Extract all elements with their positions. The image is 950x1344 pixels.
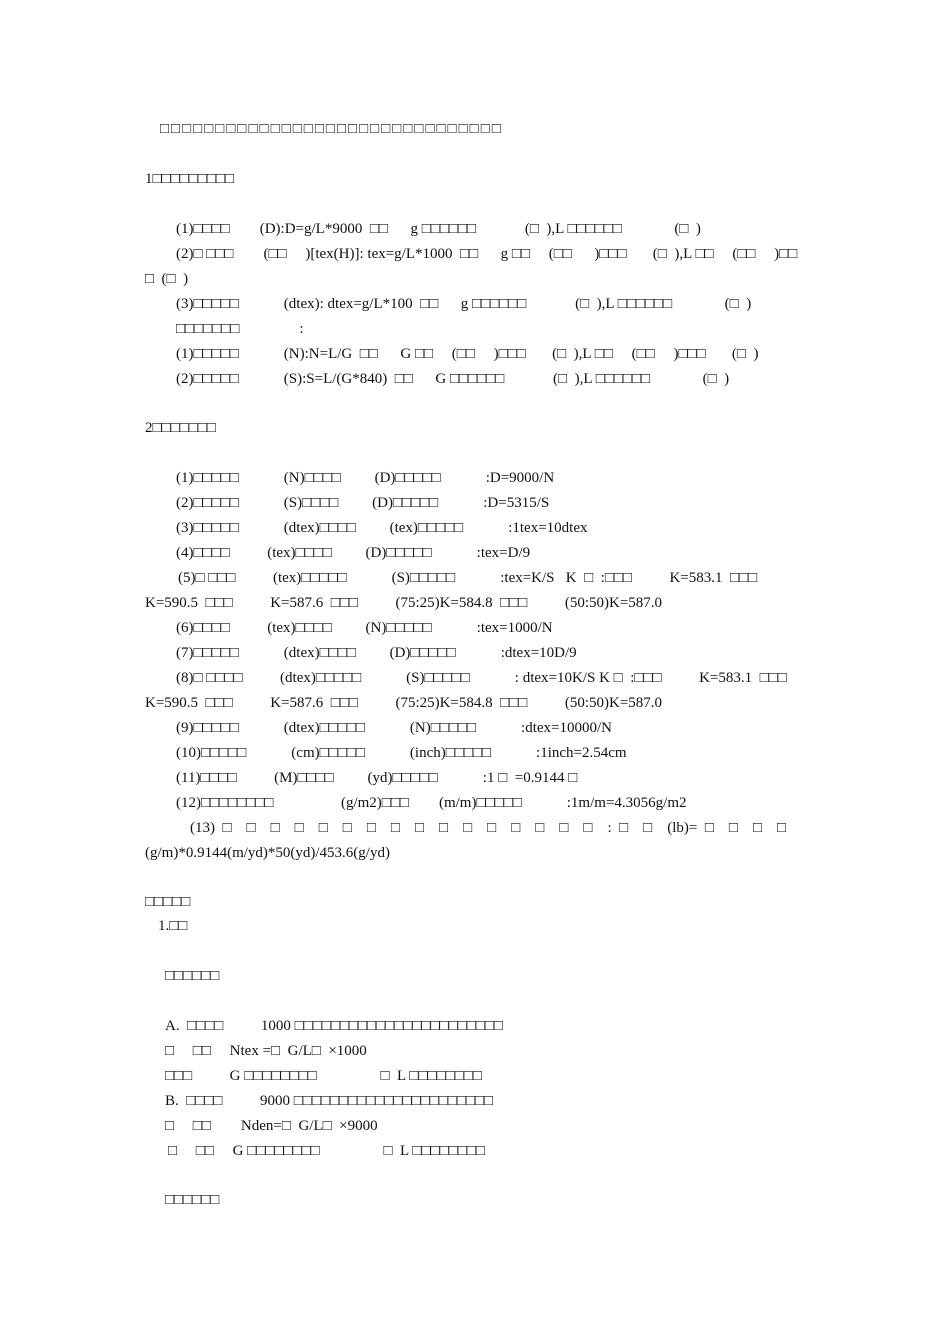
text-line: (9)□□□□□ (dtex)□□□□□ (N)□□□□□ :dtex=10000/N [176, 720, 612, 736]
text-line: (2)□ □□□ (□□ )[tex(H)]: tex=g/L*1000 □□ g □□ (□□ )□□□ (□ ),L □□ (□□ )□□ [176, 246, 798, 262]
subsection-heading: 1.□□ [158, 918, 188, 934]
text-line: □□□□□□ [165, 1192, 220, 1208]
section-heading: 2□□□□□□□ [145, 420, 216, 436]
text-line: □□□ G □□□□□□□□ □ L □□□□□□□□ [165, 1068, 482, 1084]
text-line: A. □□□□ 1000 □□□□□□□□□□□□□□□□□□□□□□□ [165, 1018, 503, 1034]
text-line: (g/m)*0.9144(m/yd)*50(yd)/453.6(g/yd) [145, 845, 390, 861]
text-line: (11)□□□□ (M)□□□□ (yd)□□□□□ :1 □ =0.9144 □ [176, 770, 578, 786]
text-line: (5)□ □□□ (tex)□□□□□ (S)□□□□□ :tex=K/S K □ :□□□ K=583.1 □□□ [178, 570, 758, 586]
text-line: (6)□□□□ (tex)□□□□ (N)□□□□□ :tex=1000/N [176, 620, 553, 636]
text-line: (4)□□□□ (tex)□□□□ (D)□□□□□ :tex=D/9 [176, 545, 531, 561]
text-line: (2)□□□□□ (S)□□□□ (D)□□□□□ :D=5315/S [176, 495, 550, 511]
text-line: □ (□ ) [145, 271, 189, 287]
text-line: (3)□□□□□ (dtex)□□□□ (tex)□□□□□ :1tex=10dtex [176, 520, 588, 536]
text-line: (2)□□□□□ (S):S=L/(G*840) □□ G □□□□□□ (□ ),L □□□□□□ (□ ) [176, 371, 730, 387]
doc-title: □□□□□□□□□□□□□□□□□□□□□□□□□□□□□□□ [160, 121, 503, 137]
text-line: (13) □ □ □ □ □ □ □ □ □ □ □ □ □ □ □ □ : □ □ (lb)= □ □ □ □ [190, 820, 787, 836]
text-line: □ □□ Nden=□ G/L□ ×9000 [165, 1118, 378, 1134]
text-line: □ □□ Ntex =□ G/L□ ×1000 [165, 1043, 367, 1059]
text-line: (8)□ □□□□ (dtex)□□□□□ (S)□□□□□ : dtex=10K/S K □ :□□□ K=583.1 □□□ [176, 670, 787, 686]
text-line: K=590.5 □□□ K=587.6 □□□ (75:25)K=584.8 □□□ (50:50)K=587.0 [145, 595, 663, 611]
text-line: □□□□□□ [165, 968, 220, 984]
text-line: (1)□□□□□ (N):N=L/G □□ G □□ (□□ )□□□ (□ ),L □□ (□□ )□□□ (□ ) [176, 346, 759, 362]
text-line: B. □□□□ 9000 □□□□□□□□□□□□□□□□□□□□□□ [165, 1093, 494, 1109]
text-line: (1)□□□□□ (N)□□□□ (D)□□□□□ :D=9000/N [176, 470, 555, 486]
text-line: (3)□□□□□ (dtex): dtex=g/L*100 □□ g □□□□□□ (□ ),L □□□□□□ (□ ) [176, 296, 752, 312]
text-line: □ □□ G □□□□□□□□ □ L □□□□□□□□ [168, 1143, 485, 1159]
text-line: (7)□□□□□ (dtex)□□□□ (D)□□□□□ :dtex=10D/9 [176, 645, 577, 661]
text-line: (10)□□□□□ (cm)□□□□□ (inch)□□□□□ :1inch=2.54cm [176, 745, 627, 761]
text-line: □□□□□□□ : [176, 321, 304, 337]
section-heading: 1□□□□□□□□□ [145, 171, 235, 187]
section-heading: □□□□□ [145, 894, 191, 910]
text-line: K=590.5 □□□ K=587.6 □□□ (75:25)K=584.8 □□□ (50:50)K=587.0 [145, 695, 663, 711]
text-line: (12)□□□□□□□□ (g/m2)□□□ (m/m)□□□□□ :1m/m=4.3056g/m2 [176, 795, 687, 811]
text-line: (1)□□□□ (D):D=g/L*9000 □□ g □□□□□□ (□ ),L □□□□□□ (□ ) [176, 221, 701, 237]
